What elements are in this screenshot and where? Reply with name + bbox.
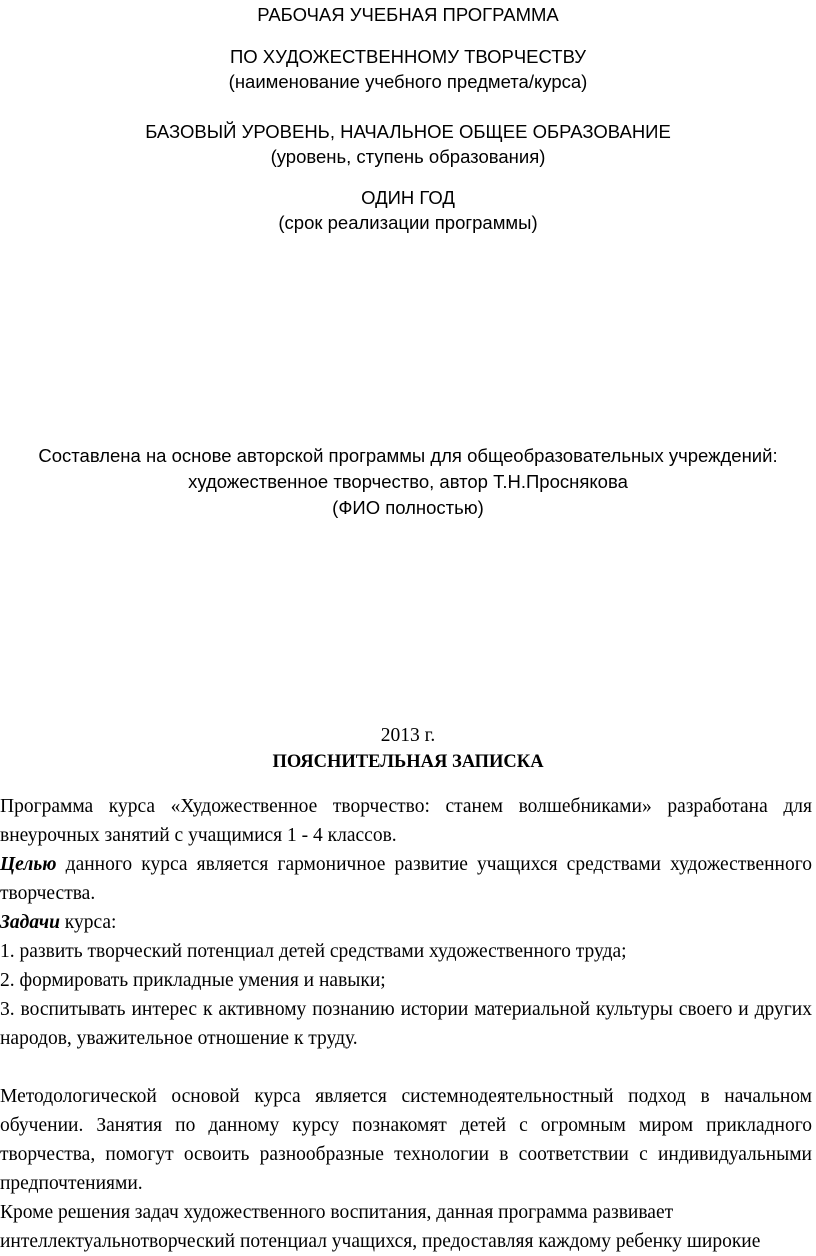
task-item: 3. воспитывать интерес к активному познанию истории материальной культуры своего и других народов, уважительное отношение к труду.	[0, 999, 812, 1049]
level-title: БАЗОВЫЙ УРОВЕНЬ, НАЧАЛЬНОЕ ОБЩЕЕ ОБРАЗОВАНИЕ	[145, 121, 671, 142]
section-heading: ПОЯСНИТЕЛЬНАЯ ЗАПИСКА	[272, 752, 544, 772]
more-line-2: интеллектуальнотворческий потенциал учащихся, предоставляя каждому ребенку широкие	[0, 1231, 761, 1252]
year-label: 2013 г.	[380, 725, 436, 746]
term-title: ОДИН ГОД	[361, 187, 455, 208]
goal-paragraph	[0, 850, 812, 908]
subject-title: ПО ХУДОЖЕСТВЕННОМУ ТВОРЧЕСТВУ	[229, 46, 587, 67]
basis-line-2: художественное творчество, автор Т.Н.Проснякова	[188, 471, 628, 492]
basis-line-1: Составлена на основе авторской программы для общеобразовательных учреждений:	[38, 445, 778, 466]
explanatory-note	[0, 792, 812, 1256]
subject-caption: (наименование учебного предмета/курса)	[228, 71, 588, 92]
task-item: 2. формировать прикладные умения и навыки;	[0, 970, 386, 991]
goal-text: данного курса является гармоничное развитие учащихся средствами художественного творчества.	[0, 854, 812, 904]
intro-paragraph: Программа курса «Художественное творчество: станем волшебниками» разработана для внеурочных занятий с учащимися 1 - 4 классов.	[0, 796, 812, 846]
tasks-text: курса:	[59, 912, 117, 933]
goal-label: Целью	[0, 854, 57, 875]
task-item: 1. развить творческий потенциал детей средствами художественного труда;	[0, 941, 627, 962]
tasks-paragraph	[0, 908, 812, 937]
program-title: РАБОЧАЯ УЧЕБНАЯ ПРОГРАММА	[257, 4, 559, 25]
level-caption: (уровень, ступень образования)	[270, 146, 546, 167]
term-caption: (срок реализации программы)	[278, 212, 538, 233]
method-paragraph: Методологической основой курса является системнодеятельностный подход в начальном обучении. Занятия по данному курсу познакомят детей с огромным миром прикладного творчества, помогут освоить разнообразные технологии в соответствии с индивидуальными предпочтениями.	[0, 1086, 812, 1194]
more-line-1: Кроме решения задач художественного воспитания, данная программа развивает	[0, 1202, 674, 1223]
tasks-label: Задачи	[0, 912, 60, 933]
paragraph-gap	[0, 1053, 812, 1082]
basis-caption: (ФИО полностью)	[332, 497, 484, 518]
